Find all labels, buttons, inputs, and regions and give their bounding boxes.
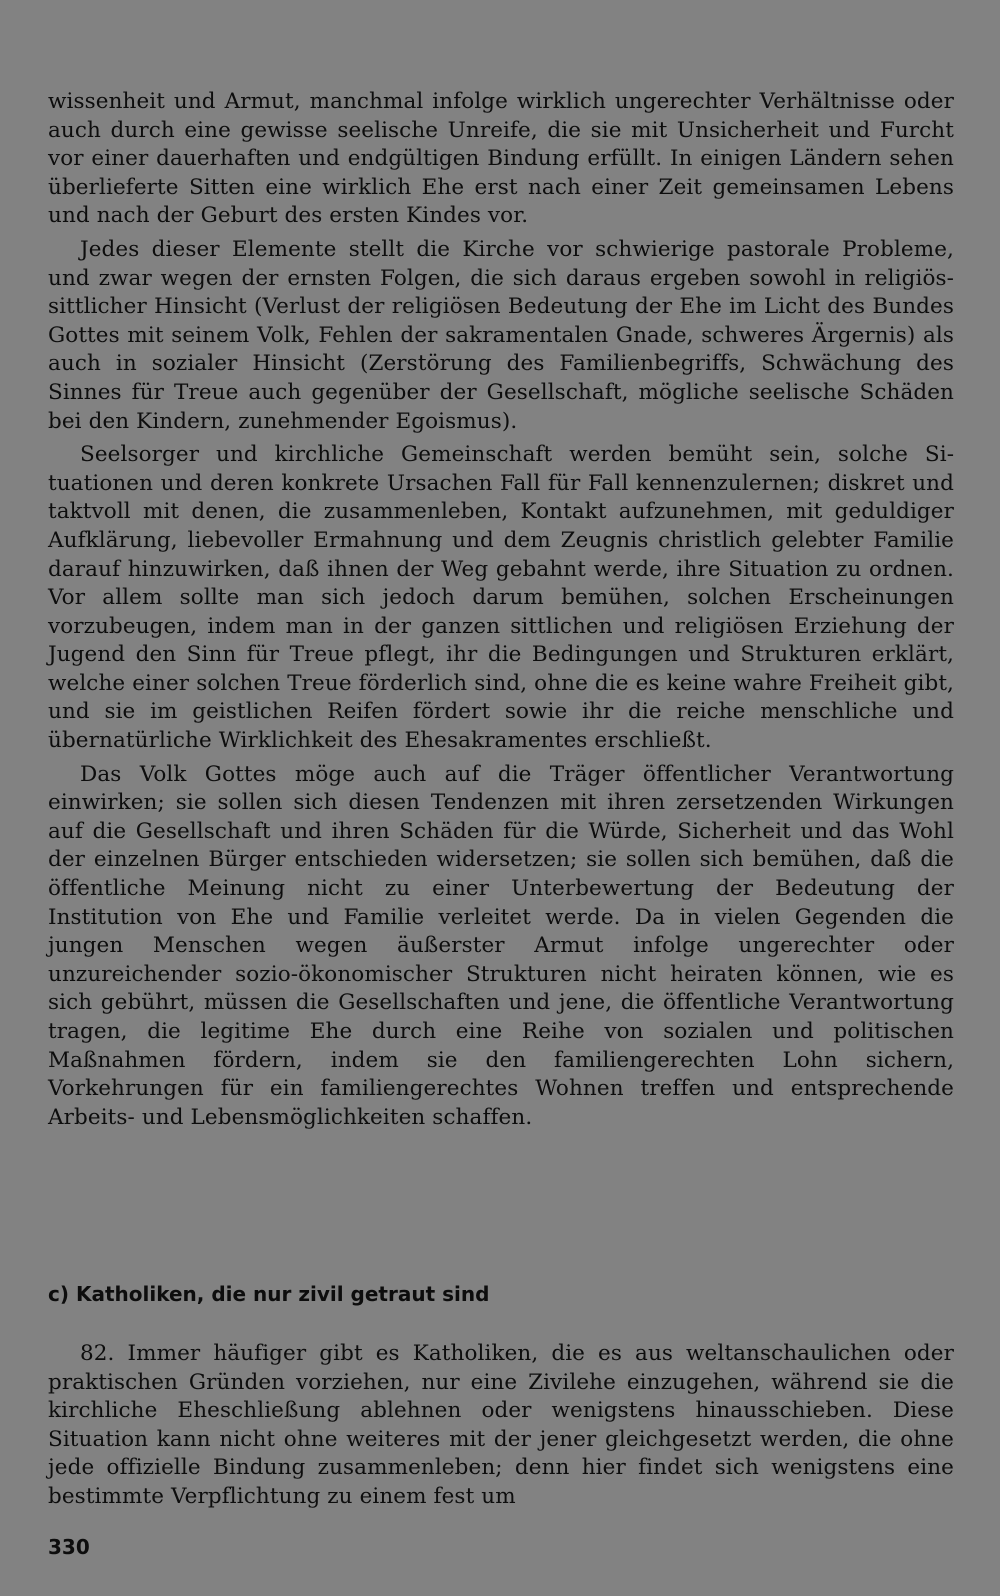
page-body: [48, 88, 954, 1132]
paragraph-4: Das Volk Gottes möge auch auf die Träger öffentlicher Verantwortung einwirken; sie sollen sich diesen Tendenzen mit ihren zersetzenden Wirkungen auf die Gesellschaft und ihren Schäden für die Würde, Sicherheit und das Wohl der einzelnen Bürger entschieden widersetzen; sie sollen sich bemühen, daß die öffentliche Meinung nicht zu einer Unterbewertung der Bedeutung der Institution von Ehe und Familie verleitet werde. Da in vielen Gegenden die jungen Menschen wegen äußerster Armut infolge ungerechter oder unzureichender sozio-ökonomischer Strukturen nicht heiraten können, wie es sich gebührt, müssen die Gesellschaften und jene, die öffentliche Verantwortung tragen, die legitime Ehe durch eine Reihe von sozialen und politischen Maßnahmen fördern, indem sie den familiengerechten Lohn sichern, Vorkehrungen für ein familiengerechtes Wohnen treffen und entsprechende Arbeits- und Lebensmöglichkeiten schaffen.: [48, 761, 954, 1130]
paragraph-1: wissenheit und Armut, manchmal infolge wirklich ungerechter Verhältnisse oder auch durch eine gewisse seelische Unreife, die sie mit Unsicherheit und Furcht vor einer dauerhaften und endgültigen Bindung erfüllt. In einigen Ländern sehen überlieferte Sitten eine wirklich Ehe erst nach einer Zeit gemeinsamen Lebens und nach der Geburt des ersten Kindes vor.: [48, 89, 954, 229]
page-number: 330: [48, 1535, 90, 1559]
section-body: [48, 1340, 954, 1512]
section-heading: c) Katholiken, die nur zivil getraut sind: [48, 1282, 490, 1306]
paragraph-82: 82. Immer häufiger gibt es Katholiken, die es aus weltanschaulichen oder praktischen Gründen vorziehen, nur eine Zivilehe einzugehen, während sie die kirchliche Eheschließung ablehnen oder wenigstens hinausschieben. Diese Situation kann nicht ohne weiteres mit der jener gleichgesetzt werden, die ohne jede offizielle Bindung zusammenleben; denn hier findet sich wenigstens eine bestimmte Verpflichtung zu einem fest um: [48, 1341, 954, 1509]
paragraph-3: Seelsorger und kirchliche Gemeinschaft werden bemüht sein, solche Situationen und deren konkrete Ursachen Fall für Fall kennenzulernen; diskret und taktvoll mit denen, die zusammenleben, Kontakt aufzunehmen, mit geduldiger Aufklärung, liebevoller Ermahnung und dem Zeugnis christlich gelebter Familie darauf hinzuwirken, daß ihnen der Weg gebahnt werde, ihre Situation zu ordnen. Vor allem sollte man sich jedoch darum bemühen, solchen Erscheinungen vorzubeugen, indem man in der ganzen sittlichen und religiösen Erziehung der Jugend den Sinn für Treue pflegt, ihr die Bedingungen und Strukturen erklärt, welche einer solchen Treue förderlich sind, ohne die es keine wahre Freiheit gibt, und sie im geistlichen Reifen fördert sowie ihr die reiche menschliche und übernatürliche Wirklichkeit des Ehesakramentes erschließt.: [48, 442, 954, 754]
paragraph-2: Jedes dieser Elemente stellt die Kirche vor schwierige pastorale Probleme, und zwar wegen der ernsten Folgen, die sich daraus ergeben sowohl in religiös-sittlicher Hinsicht (Verlust der religiösen Bedeutung der Ehe im Licht des Bundes Gottes mit seinem Volk, Fehlen der sakramentalen Gnade, schweres Ärgernis) als auch in sozialer Hinsicht (Zerstörung des Familienbegriffs, Schwächung des Sinnes für Treue auch gegenüber der Gesellschaft, mögliche seelische Schäden bei den Kindern, zunehmender Egoismus).: [48, 236, 954, 434]
